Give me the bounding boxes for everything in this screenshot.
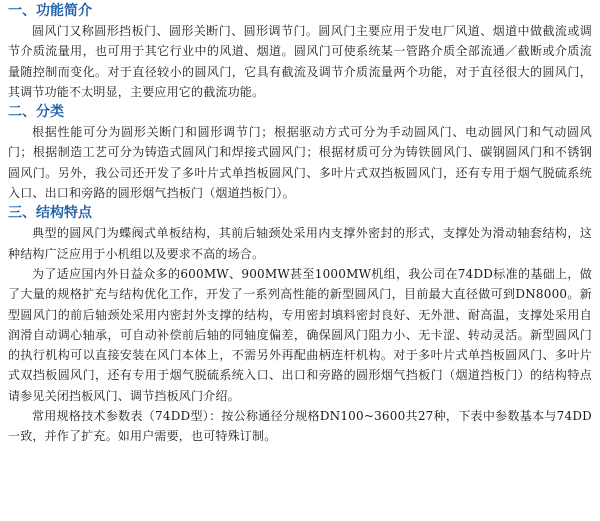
paragraph: 为了适应国内外日益众多的600MW、900MW甚至1000MW机组，我公司在74DD标准的基础上，做了大量的规格扩充与结构优化工作，开发了一系列高性能的新型圆风门，目前最大直径做可到DN8000。新型圆风门的前后轴颈处采用内密封外支撑的结构，专用密封填料密封良好、无外泄、耐高温，支撑处采用自润滑自动调心轴承，可自动补偿前后轴的同轴度偏差，确保圆风门阻力小、无卡涩、转动灵活。新型圆风门的执行机构可以直接安装在风门本体上，不需另外再配曲柄连杆机构。对于多叶片式单挡板圆风门、多叶片式双挡板圆风门，还有专用于烟气脱硫系统入口、出口和旁路的圆形烟气挡板门（烟道挡板门）的结构特点请参见关闭挡板风门、调节挡板风门介绍。	[8, 266, 592, 403]
section-structure-features	[8, 204, 592, 446]
section-heading: 三、结构特点	[8, 205, 92, 222]
section-classification	[8, 103, 592, 203]
paragraph: 典型的圆风门为蝶阀式单板结构，其前后轴颈处采用内支撑外密封的形式，支撑处为滑动轴套结构，这种结构广泛应用于小机组以及要求不高的场合。	[8, 226, 592, 261]
section-heading: 二、分类	[8, 104, 64, 121]
paragraph: 圆风门又称圆形挡板门、圆形关断门、圆形调节门。圆风门主要应用于发电厂风道、烟道中做截流或调节介质流量用，也可用于其它行业中的风道、烟道。圆风门可使系统某一管路介质全部流通／截断或介质流量随控制而变化。对于直径较小的圆风门，它具有截流及调节介质流量两个功能，对于直径很大的圆风门，其调节功能不太明显，主要应用它的截流功能。	[8, 24, 592, 99]
paragraph: 根据性能可分为圆形关断门和圆形调节门；根据驱动方式可分为手动圆风门、电动圆风门和气动圆风门；根据制造工艺可分为铸造式圆风门和焊接式圆风门；根据材质可分为铸铁圆风门、碳钢圆风门和不锈钢圆风门。另外，我公司还开发了多叶片式单挡板圆风门、多叶片式双挡板圆风门，还有专用于烟气脱硫系统入口、出口和旁路的圆形烟气挡板门（烟道挡板门）。	[8, 125, 592, 201]
section-heading: 一、功能简介	[8, 3, 92, 19]
section-function-intro	[8, 2, 592, 102]
paragraph: 常用规格技术参数表（74DD型）：按公称通径分规格DN100~3600共27种，下表中参数基本与74DD一致，并作了扩充。如用户需要，也可特殊订制。	[8, 409, 592, 444]
